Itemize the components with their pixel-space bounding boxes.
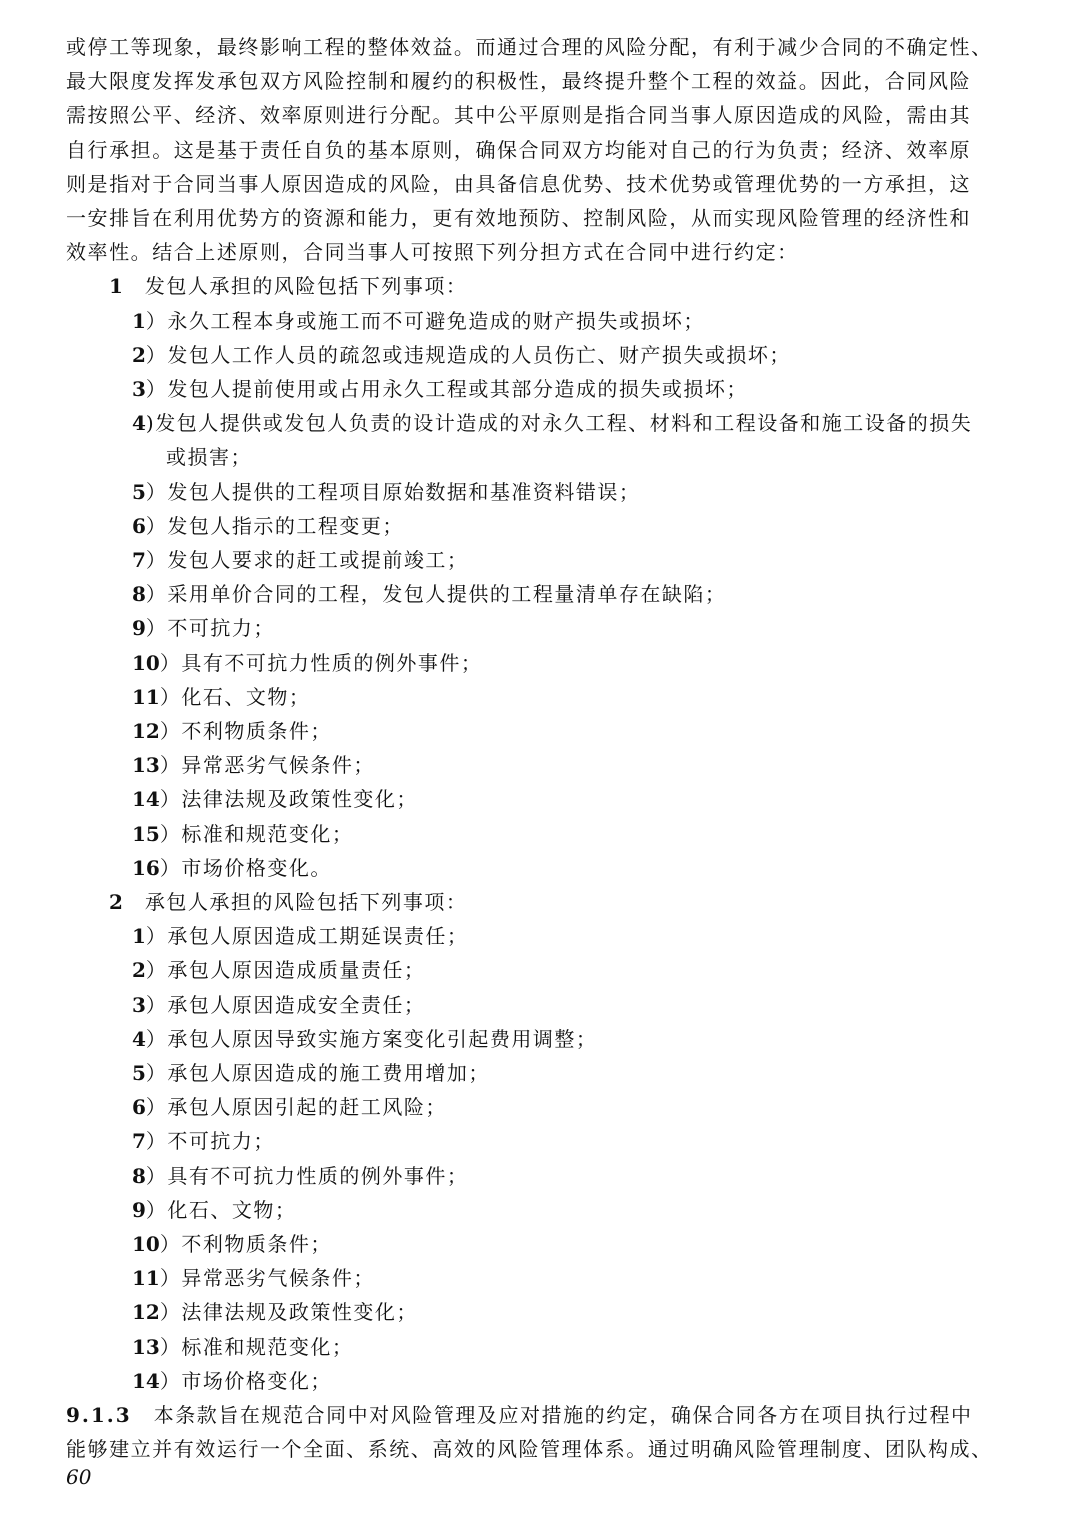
list-item-text: ）承包人原因造成的施工费用增加； bbox=[145, 1061, 490, 1085]
list-item-text: ）承包人原因造成安全责任； bbox=[145, 993, 426, 1017]
list-item-text: ）发包人提供的工程项目原始数据和基准资料错误； bbox=[145, 480, 641, 504]
section-number: 1 bbox=[109, 274, 123, 298]
list-item-number: 13 bbox=[132, 1335, 160, 1359]
list-item-number: 8 bbox=[132, 1164, 146, 1188]
list-item bbox=[132, 988, 425, 1022]
list-item bbox=[132, 851, 332, 885]
list-item bbox=[132, 1022, 597, 1056]
list-item bbox=[132, 714, 332, 748]
list-item bbox=[132, 646, 482, 680]
list-item bbox=[132, 304, 705, 338]
paragraph-line: 一安排旨在利用优势方的资源和能力，更有效地预防、控制风险，从而实现风险管理的经济性和 bbox=[66, 206, 972, 230]
list-item-text: ）具有不可抗力性质的例外事件； bbox=[159, 651, 483, 675]
list-item-text: ）发包人工作人员的疏忽或违规造成的人员伤亡、财产损失或损坏； bbox=[145, 343, 791, 367]
list-item-text: ）不利物质条件； bbox=[159, 1232, 332, 1256]
list-item-number: 14 bbox=[132, 1369, 160, 1393]
paragraph-line: 效率性。结合上述原则，合同当事人可按照下列分担方式在合同中进行约定： bbox=[66, 240, 799, 264]
section-heading-text: 发包人承担的风险包括下列事项： bbox=[144, 274, 468, 298]
list-item bbox=[132, 475, 640, 509]
page-number: 60 bbox=[66, 1465, 92, 1489]
list-item-number: 7 bbox=[132, 548, 146, 572]
section-number: 2 bbox=[109, 890, 123, 914]
list-item bbox=[132, 817, 353, 851]
list-item bbox=[132, 338, 791, 372]
list-item bbox=[132, 372, 748, 406]
clause-line bbox=[66, 1398, 973, 1432]
list-item bbox=[132, 577, 726, 611]
list-item-number: 2 bbox=[132, 343, 146, 367]
clause-line: 能够建立并有效运行一个全面、系统、高效的风险管理体系。通过明确风险管理制度、团队构成、 bbox=[66, 1437, 993, 1461]
section-heading bbox=[109, 269, 467, 303]
list-item bbox=[132, 509, 404, 543]
list-item-text: )发包人提供或发包人负责的设计造成的对永久工程、材料和工程设备和施工设备的损失 bbox=[145, 411, 973, 435]
list-item-text: ）化石、文物； bbox=[159, 685, 311, 709]
clause-number: 9.1.3 bbox=[66, 1403, 132, 1427]
section-heading-text: 承包人承担的风险包括下列事项： bbox=[144, 890, 468, 914]
list-item-number: 10 bbox=[132, 1232, 160, 1256]
list-item-number: 4 bbox=[132, 411, 146, 435]
list-item-text: ）承包人原因造成质量责任； bbox=[145, 958, 426, 982]
list-item bbox=[132, 1364, 332, 1398]
list-item-number: 10 bbox=[132, 651, 160, 675]
list-item-text: ）标准和规范变化； bbox=[159, 1335, 354, 1359]
list-item-text: ）市场价格变化。 bbox=[159, 856, 332, 880]
list-item bbox=[132, 1261, 375, 1295]
section-heading bbox=[109, 885, 467, 919]
list-item-text: ）化石、文物； bbox=[145, 1198, 297, 1222]
list-item-text: ）采用单价合同的工程，发包人提供的工程量清单存在缺陷； bbox=[145, 582, 727, 606]
list-item-text: ）具有不可抗力性质的例外事件； bbox=[145, 1164, 469, 1188]
list-item-number: 2 bbox=[132, 958, 146, 982]
list-item-number: 9 bbox=[132, 616, 146, 640]
list-item-text: ）不可抗力； bbox=[145, 616, 275, 640]
list-item bbox=[132, 406, 972, 440]
list-item-number: 8 bbox=[132, 582, 146, 606]
list-item-number: 12 bbox=[132, 1300, 160, 1324]
list-item bbox=[132, 748, 375, 782]
list-item bbox=[132, 1193, 296, 1227]
list-item-continuation: 或损害； bbox=[166, 445, 252, 469]
list-item bbox=[132, 1295, 418, 1329]
list-item bbox=[132, 1090, 447, 1124]
list-item bbox=[132, 1056, 490, 1090]
clause-text: 本条款旨在规范合同中对风险管理及应对措施的约定，确保合同各方在项目执行过程中 bbox=[153, 1403, 973, 1427]
list-item-number: 11 bbox=[132, 1266, 160, 1290]
list-item-number: 5 bbox=[132, 480, 146, 504]
list-item-number: 5 bbox=[132, 1061, 146, 1085]
list-item-text: ）异常恶劣气候条件； bbox=[159, 1266, 375, 1290]
list-item-text: ）标准和规范变化； bbox=[159, 822, 354, 846]
list-item bbox=[132, 1227, 332, 1261]
list-item-number: 7 bbox=[132, 1129, 146, 1153]
list-item bbox=[132, 1159, 468, 1193]
list-item-text: ）永久工程本身或施工而不可避免造成的财产损失或损坏； bbox=[145, 309, 705, 333]
list-item-number: 13 bbox=[132, 753, 160, 777]
list-item-number: 6 bbox=[132, 514, 146, 538]
list-item-text: ）市场价格变化； bbox=[159, 1369, 332, 1393]
list-item bbox=[132, 782, 418, 816]
list-item-number: 12 bbox=[132, 719, 160, 743]
list-item-text: ）承包人原因造成工期延误责任； bbox=[145, 924, 469, 948]
list-item-number: 9 bbox=[132, 1198, 146, 1222]
list-item-number: 16 bbox=[132, 856, 160, 880]
list-item-text: ）法律法规及政策性变化； bbox=[159, 787, 418, 811]
list-item bbox=[132, 1124, 275, 1158]
list-item-number: 6 bbox=[132, 1095, 146, 1119]
list-item-number: 11 bbox=[132, 685, 160, 709]
list-item-text: ）承包人原因导致实施方案变化引起费用调整； bbox=[145, 1027, 598, 1051]
list-item-number: 1 bbox=[132, 309, 146, 333]
list-item-text: ）异常恶劣气候条件； bbox=[159, 753, 375, 777]
list-item bbox=[132, 611, 275, 645]
paragraph-line: 最大限度发挥发承包双方风险控制和履约的积极性，最终提升整个工程的效益。因此，合同风险 bbox=[66, 69, 972, 93]
list-item bbox=[132, 953, 425, 987]
list-item-number: 3 bbox=[132, 993, 146, 1017]
list-item-text: ）法律法规及政策性变化； bbox=[159, 1300, 418, 1324]
list-item-text: ）不可抗力； bbox=[145, 1129, 275, 1153]
list-item bbox=[132, 680, 310, 714]
paragraph-line: 需按照公平、经济、效率原则进行分配。其中公平原则是指合同当事人原因造成的风险，需由其 bbox=[66, 103, 972, 127]
list-item-number: 15 bbox=[132, 822, 160, 846]
paragraph-line: 自行承担。这是基于责任自负的基本原则，确保合同双方均能对自己的行为负责；经济、效率原 bbox=[66, 138, 972, 162]
list-item-text: ）发包人指示的工程变更； bbox=[145, 514, 404, 538]
paragraph-line: 或停工等现象，最终影响工程的整体效益。而通过合理的风险分配，有利于减少合同的不确定性、 bbox=[66, 35, 993, 59]
list-item-number: 14 bbox=[132, 787, 160, 811]
list-item bbox=[132, 543, 468, 577]
paragraph-line: 则是指对于合同当事人原因造成的风险，由具备信息优势、技术优势或管理优势的一方承担，这 bbox=[66, 172, 972, 196]
list-item bbox=[132, 1330, 353, 1364]
list-item-text: ）发包人提前使用或占用永久工程或其部分造成的损失或损坏； bbox=[145, 377, 748, 401]
list-item-number: 1 bbox=[132, 924, 146, 948]
list-item-number: 3 bbox=[132, 377, 146, 401]
list-item-text: ）承包人原因引起的赶工风险； bbox=[145, 1095, 447, 1119]
list-item-text: ）发包人要求的赶工或提前竣工； bbox=[145, 548, 469, 572]
list-item-text: ）不利物质条件； bbox=[159, 719, 332, 743]
list-item bbox=[132, 919, 468, 953]
list-item-number: 4 bbox=[132, 1027, 146, 1051]
